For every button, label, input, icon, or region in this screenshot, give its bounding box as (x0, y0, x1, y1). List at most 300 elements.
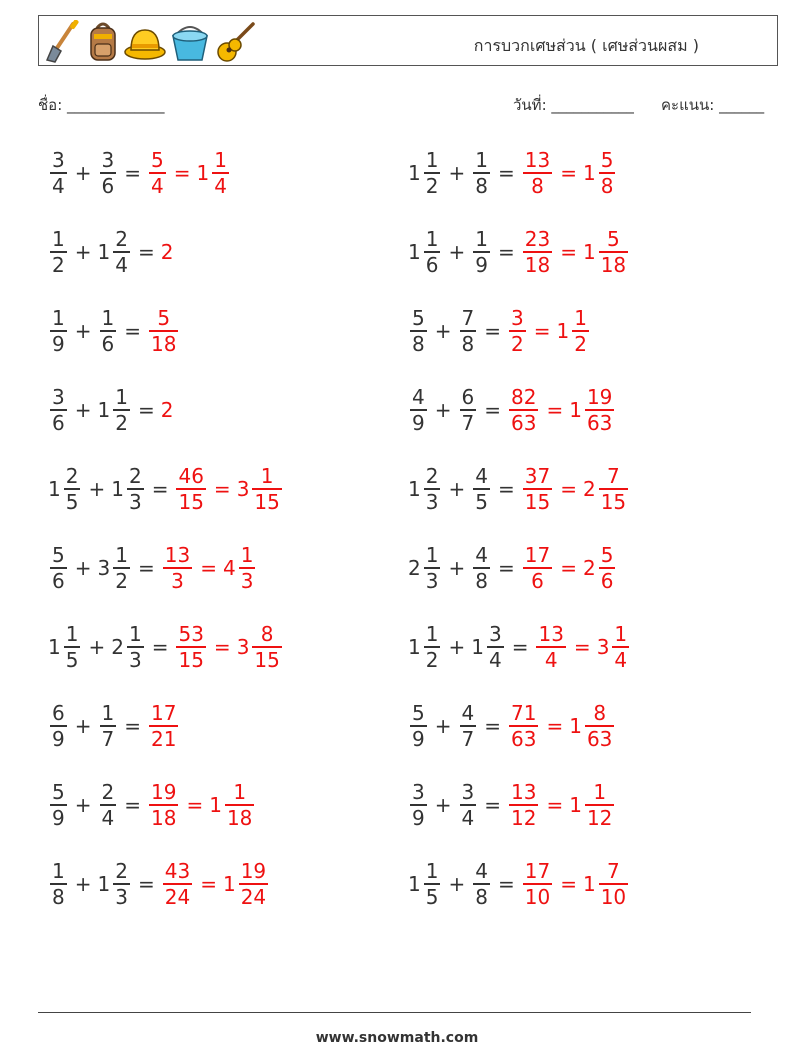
numerator: 13 (164, 543, 191, 568)
mixed-number (408, 622, 442, 672)
mixed-number (521, 148, 554, 198)
mixed-number (98, 859, 132, 909)
fraction (113, 543, 130, 593)
mixed-number (507, 385, 540, 435)
denominator: 3 (425, 489, 439, 514)
problem-item (48, 219, 174, 285)
numerator: 1 (475, 148, 488, 173)
numerator: 2 (425, 464, 439, 489)
fraction (239, 859, 268, 909)
denominator: 63 (511, 726, 537, 751)
mixed-number (174, 622, 207, 672)
whole-part: 1 (111, 477, 124, 501)
numerator: 23 (524, 227, 551, 252)
numerator: 8 (260, 622, 274, 647)
mixed-number (583, 859, 630, 909)
fraction (149, 148, 166, 198)
mixed-number (98, 148, 119, 198)
denominator: 8 (461, 331, 475, 356)
answer (174, 464, 283, 514)
answer-equals-sign: = (546, 793, 564, 817)
denominator: 18 (226, 805, 253, 830)
fraction (599, 859, 628, 909)
whole-part: 1 (471, 635, 484, 659)
whole-part: 1 (408, 872, 421, 896)
answer-equals-sign: = (213, 635, 231, 659)
problem-item (408, 219, 630, 285)
answer (147, 306, 180, 356)
mixed-number (111, 622, 145, 672)
fraction (50, 306, 67, 356)
answer-equals-sign: = (173, 161, 191, 185)
mixed-number (98, 306, 119, 356)
bucket-icon (169, 20, 211, 64)
mixed-number (408, 543, 442, 593)
whole-part: 3 (97, 556, 111, 580)
plus-sign: + (74, 556, 92, 580)
whole-part: 4 (222, 556, 236, 580)
numerator: 1 (240, 543, 254, 568)
fraction (572, 306, 589, 356)
denominator: 8 (52, 884, 65, 909)
numerator: 5 (600, 543, 614, 568)
numerator: 1 (101, 701, 115, 726)
denominator: 4 (101, 805, 115, 830)
answer-equals-sign: = (560, 477, 577, 501)
mixed-number (583, 148, 617, 198)
numerator: 2 (115, 227, 128, 252)
mixed-number (557, 306, 591, 356)
score-field-label: คะแนน: ______ (661, 96, 765, 114)
problem-item (408, 772, 616, 838)
denominator: 9 (412, 410, 425, 435)
numerator: 3 (101, 148, 115, 173)
fraction (536, 622, 565, 672)
denominator: 7 (101, 726, 115, 751)
fraction (473, 543, 490, 593)
plus-sign: + (434, 319, 452, 343)
answer-equals-sign: = (533, 319, 551, 343)
whole-part: 2 (582, 556, 596, 580)
whole-part: 2 (160, 240, 174, 264)
denominator: 9 (52, 726, 65, 751)
mixed-number (458, 385, 479, 435)
denominator: 2 (511, 331, 524, 356)
numerator: 3 (52, 148, 65, 173)
denominator: 8 (475, 568, 488, 593)
denominator: 3 (425, 568, 439, 593)
denominator: 24 (240, 884, 267, 909)
denominator: 2 (52, 252, 65, 277)
equals-sign: = (497, 872, 515, 896)
equals-sign: = (484, 793, 501, 817)
denominator: 18 (524, 252, 551, 277)
numerator: 1 (115, 543, 128, 568)
problem-item (48, 298, 180, 364)
mixed-number (471, 148, 492, 198)
mixed-number (569, 385, 616, 435)
numerator: 3 (511, 306, 524, 331)
mixed-number (507, 780, 540, 830)
fraction (523, 464, 552, 514)
fraction (473, 464, 490, 514)
mixed-number (408, 148, 442, 198)
equals-sign: = (511, 635, 529, 659)
numerator: 3 (52, 385, 65, 410)
whole-part: 1 (222, 872, 236, 896)
plus-sign: + (88, 477, 106, 501)
denominator: 6 (101, 331, 115, 356)
denominator: 5 (65, 647, 79, 672)
fraction (424, 148, 441, 198)
problem-item (48, 535, 257, 601)
numerator: 1 (425, 859, 439, 884)
answer (534, 622, 631, 672)
whole-part: 2 (160, 398, 174, 422)
fraction (176, 622, 205, 672)
mixed-number (161, 240, 175, 264)
numerator: 17 (524, 859, 551, 884)
hat-icon (123, 20, 167, 64)
whole-part: 1 (408, 635, 421, 659)
mixed-number (597, 622, 631, 672)
denominator: 15 (524, 489, 551, 514)
answer (147, 780, 256, 830)
footer-divider (38, 1012, 751, 1013)
fraction (410, 780, 427, 830)
denominator: 6 (52, 410, 65, 435)
denominator: 5 (475, 489, 488, 514)
answer-equals-sign: = (546, 714, 564, 738)
plus-sign: + (74, 319, 92, 343)
mixed-number (507, 701, 540, 751)
numerator: 5 (151, 148, 164, 173)
equals-sign: = (137, 872, 155, 896)
numerator: 5 (412, 306, 425, 331)
equals-sign: = (497, 161, 515, 185)
denominator: 4 (544, 647, 558, 672)
fraction (460, 780, 477, 830)
whole-part: 1 (97, 240, 111, 264)
problem-item (48, 140, 231, 206)
mixed-number (569, 701, 616, 751)
fraction (127, 464, 144, 514)
fraction (149, 306, 178, 356)
numerator: 1 (425, 543, 439, 568)
numerator: 1 (115, 385, 128, 410)
numerator: 1 (128, 622, 142, 647)
fraction (64, 622, 81, 672)
problem-item (48, 377, 174, 443)
fraction (50, 701, 67, 751)
fraction (585, 701, 614, 751)
denominator: 21 (151, 726, 177, 751)
answer-equals-sign: = (560, 556, 577, 580)
denominator: 4 (115, 252, 128, 277)
fraction (252, 464, 281, 514)
answer-equals-sign: = (573, 635, 591, 659)
mixed-number (237, 464, 284, 514)
equals-sign: = (497, 556, 515, 580)
mixed-number (48, 622, 82, 672)
mixed-number (147, 148, 168, 198)
worksheet-header (38, 15, 778, 66)
mixed-number (197, 148, 231, 198)
fraction (473, 148, 490, 198)
denominator: 15 (600, 489, 627, 514)
numerator: 3 (412, 780, 425, 805)
whole-part: 2 (582, 477, 596, 501)
fraction (239, 543, 256, 593)
mixed-number (408, 780, 429, 830)
equals-sign: = (484, 319, 501, 343)
numerator: 2 (65, 464, 79, 489)
mixed-number (583, 227, 630, 277)
fraction (252, 622, 281, 672)
mixed-number (48, 464, 82, 514)
denominator: 6 (52, 568, 65, 593)
numerator: 1 (233, 780, 247, 805)
mixed-number (223, 543, 257, 593)
numerator: 82 (511, 385, 537, 410)
plus-sign: + (74, 793, 92, 817)
fraction (509, 385, 538, 435)
equals-sign: = (484, 398, 501, 422)
mixed-number (48, 780, 69, 830)
numerator: 19 (586, 385, 613, 410)
fraction (460, 385, 477, 435)
mixed-number (471, 543, 492, 593)
numerator: 1 (614, 622, 628, 647)
denominator: 6 (101, 173, 115, 198)
numerator: 71 (511, 701, 537, 726)
fraction (487, 622, 504, 672)
problem-item (48, 456, 284, 522)
mixed-number (48, 543, 69, 593)
fraction (410, 701, 427, 751)
answer (161, 240, 175, 264)
equals-sign: = (124, 161, 141, 185)
denominator: 63 (586, 410, 613, 435)
equals-sign: = (124, 793, 141, 817)
numerator: 1 (425, 227, 439, 252)
numerator: 4 (461, 701, 475, 726)
numerator: 4 (475, 464, 488, 489)
denominator: 15 (178, 489, 204, 514)
answer-equals-sign: = (200, 872, 217, 896)
denominator: 8 (475, 884, 488, 909)
problem-item (408, 851, 630, 917)
denominator: 4 (214, 173, 227, 198)
mixed-number (471, 227, 492, 277)
denominator: 24 (164, 884, 191, 909)
denominator: 6 (600, 568, 614, 593)
mixed-number (48, 385, 69, 435)
denominator: 3 (115, 884, 128, 909)
fraction (50, 859, 67, 909)
plus-sign: + (448, 556, 466, 580)
fraction (585, 385, 614, 435)
fraction (585, 780, 614, 830)
problem-item (408, 140, 617, 206)
mixed-number (471, 859, 492, 909)
fraction (460, 306, 477, 356)
denominator: 15 (178, 647, 204, 672)
numerator: 4 (412, 385, 425, 410)
numerator: 13 (511, 780, 537, 805)
fraction (100, 780, 117, 830)
numerator: 1 (475, 227, 488, 252)
numerator: 7 (607, 859, 620, 884)
answer-equals-sign: = (546, 398, 564, 422)
problem-item (48, 772, 256, 838)
equals-sign: = (497, 477, 515, 501)
problem-item (408, 377, 616, 443)
mixed-number (98, 227, 132, 277)
fraction (163, 859, 192, 909)
numerator: 1 (52, 227, 65, 252)
numerator: 1 (52, 306, 65, 331)
numerator: 1 (214, 148, 227, 173)
denominator: 7 (461, 410, 475, 435)
whole-part: 1 (196, 161, 210, 185)
mixed-number (534, 622, 567, 672)
numerator: 6 (52, 701, 65, 726)
numerator: 4 (475, 859, 488, 884)
fraction (50, 385, 67, 435)
mixed-number (471, 464, 492, 514)
whole-part: 3 (236, 477, 250, 501)
numerator: 2 (101, 780, 115, 805)
answer-equals-sign: = (213, 477, 231, 501)
fraction (64, 464, 81, 514)
denominator: 3 (128, 647, 142, 672)
denominator: 2 (115, 568, 128, 593)
fraction (100, 148, 117, 198)
numerator: 17 (524, 543, 551, 568)
answer (521, 543, 618, 593)
denominator: 2 (115, 410, 128, 435)
mixed-number (521, 227, 554, 277)
mixed-number (209, 780, 256, 830)
plus-sign: + (448, 872, 466, 896)
plus-sign: + (448, 477, 466, 501)
plus-sign: + (434, 714, 452, 738)
answer-equals-sign: = (560, 161, 577, 185)
fraction (127, 622, 144, 672)
denominator: 18 (600, 252, 627, 277)
answer (507, 701, 616, 751)
mixed-number (147, 701, 180, 751)
fraction (424, 859, 441, 909)
denominator: 2 (574, 331, 587, 356)
denominator: 3 (128, 489, 142, 514)
denominator: 63 (511, 410, 537, 435)
plus-sign: + (74, 714, 92, 738)
mixed-number (408, 306, 429, 356)
whole-part: 1 (408, 161, 421, 185)
whole-part: 1 (569, 714, 582, 738)
numerator: 6 (461, 385, 475, 410)
numerator: 7 (461, 306, 475, 331)
numerator: 53 (178, 622, 204, 647)
fraction (473, 859, 490, 909)
denominator: 2 (425, 173, 439, 198)
problem-item (408, 535, 617, 601)
numerator: 5 (607, 227, 620, 252)
problem-item (408, 693, 616, 759)
whole-part: 1 (48, 477, 61, 501)
fraction (509, 701, 538, 751)
whole-part: 1 (97, 872, 111, 896)
denominator: 8 (531, 173, 544, 198)
answer (507, 306, 591, 356)
mixed-number (48, 859, 69, 909)
numerator: 2 (128, 464, 142, 489)
fraction (424, 622, 441, 672)
fraction (100, 701, 117, 751)
mixed-number (471, 622, 505, 672)
denominator: 8 (412, 331, 425, 356)
fraction (176, 464, 205, 514)
answer (147, 148, 231, 198)
numerator: 2 (115, 859, 128, 884)
fraction (410, 306, 427, 356)
plus-sign: + (74, 398, 92, 422)
fraction (473, 227, 490, 277)
numerator: 46 (178, 464, 204, 489)
denominator: 63 (586, 726, 613, 751)
plus-sign: + (448, 240, 466, 264)
plus-sign: + (448, 635, 466, 659)
denominator: 5 (65, 489, 79, 514)
fraction (50, 227, 67, 277)
mixed-number (507, 306, 528, 356)
mixed-number (161, 398, 175, 422)
mixed-number (48, 148, 69, 198)
problem-item (48, 851, 270, 917)
denominator: 9 (412, 726, 425, 751)
fraction (100, 306, 117, 356)
denominator: 3 (240, 568, 254, 593)
plus-sign: + (434, 398, 452, 422)
fraction (599, 464, 628, 514)
numerator: 1 (52, 859, 65, 884)
answer-equals-sign: = (560, 240, 577, 264)
answer (147, 701, 180, 751)
mixed-number (458, 780, 479, 830)
mixed-number (583, 543, 617, 593)
fraction (509, 780, 538, 830)
whole-part: 2 (408, 556, 421, 580)
plus-sign: + (74, 240, 92, 264)
denominator: 9 (52, 331, 65, 356)
denominator: 12 (586, 805, 613, 830)
whole-part: 1 (582, 161, 596, 185)
fraction (460, 701, 477, 751)
equals-sign: = (151, 635, 169, 659)
mixed-number (408, 227, 442, 277)
numerator: 1 (425, 622, 439, 647)
denominator: 9 (52, 805, 65, 830)
denominator: 10 (600, 884, 627, 909)
worksheet-title: การบวกเศษส่วน ( เศษส่วนผสม ) (473, 36, 699, 55)
numerator: 7 (607, 464, 620, 489)
mixed-number (161, 543, 194, 593)
equals-sign: = (137, 240, 155, 264)
whole-part: 2 (111, 635, 124, 659)
denominator: 12 (511, 805, 537, 830)
